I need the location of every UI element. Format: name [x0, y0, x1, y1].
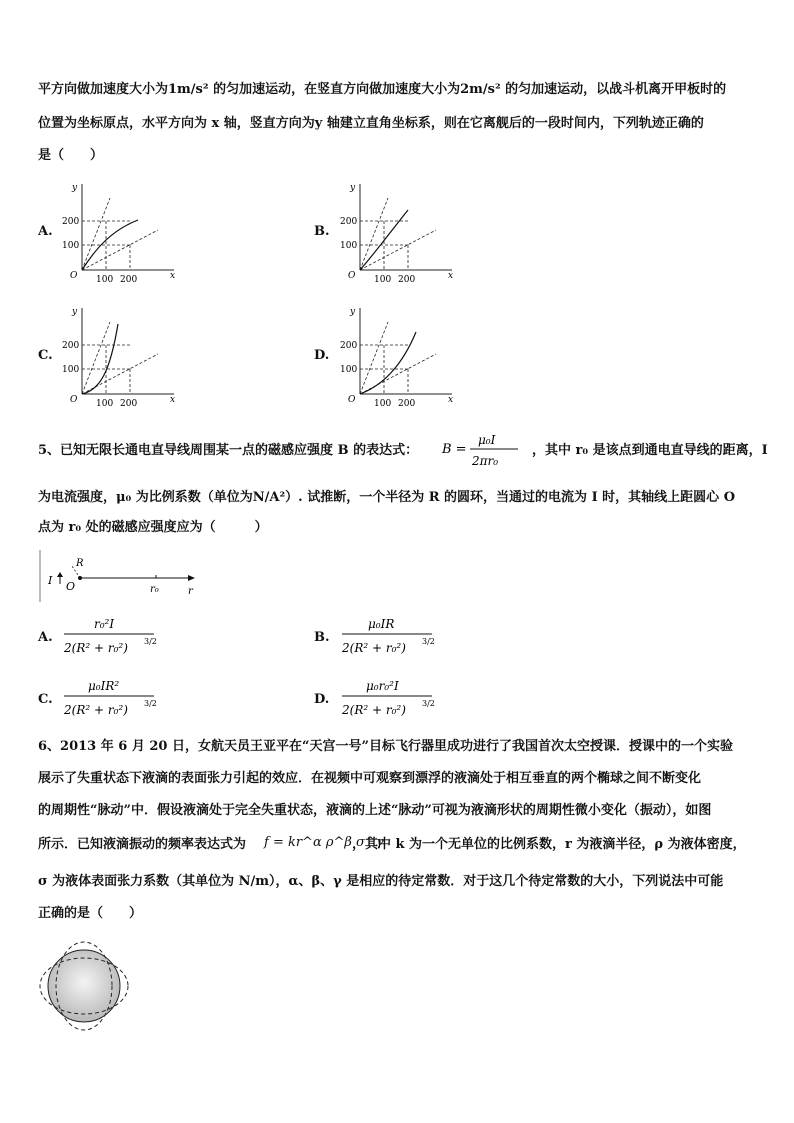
q5-option-c-label[interactable]: C.: [38, 692, 53, 707]
q4-line-1: 平方向做加速度大小为1m/s² 的匀加速运动，在竖直方向做加速度大小为2m/s² 的匀加速运动，以战斗机离开甲板时的: [38, 82, 727, 97]
q5-formula-lhs: B =: [442, 442, 467, 457]
graph-c-tick-x100: 100: [96, 399, 114, 409]
graph-d-y-label: y: [350, 307, 356, 317]
q5-ring-figure: [38, 548, 208, 604]
q5-line-1b: ，其中 r₀ 是该点到通电直导线的距离，I: [532, 443, 768, 458]
q5-c-num: μ₀IR²: [88, 679, 120, 693]
q6-line-4b: ，其中 k 为一个无单位的比例系数，r 为液滴半径，ρ 为液体密度，: [352, 837, 746, 852]
q5-b-den: 2(R² + r₀²): [342, 641, 406, 655]
graph-b-tick-y100: 100: [340, 241, 358, 251]
q5-fig-radius-label: R: [76, 558, 84, 569]
q5-a-den: 2(R² + r₀²): [64, 641, 128, 655]
q5-fig-r0-label: r₀: [150, 584, 159, 595]
graph-a-y-label: y: [72, 183, 78, 193]
q5-option-d-expr: [340, 674, 450, 722]
q5-b-exp: 3/2: [422, 637, 435, 646]
q6-droplet-figure: [36, 936, 136, 1036]
q6-line-4a: 所示．已知液滴振动的频率表达式为: [38, 837, 247, 852]
graph-c-x-label: x: [170, 395, 176, 405]
q5-fig-origin-label: O: [66, 580, 76, 593]
q5-option-a-expr: [62, 612, 172, 660]
graph-a-tick-x200: 200: [120, 275, 138, 285]
q5-c-exp: 3/2: [144, 699, 157, 708]
graph-a-tick-y200: 200: [62, 217, 80, 227]
q5-option-c-expr: [62, 674, 172, 722]
graph-c-y-label: y: [72, 307, 78, 317]
q5-fig-r-label: r: [188, 586, 193, 597]
graph-b-tick-y200: 200: [340, 217, 358, 227]
q4-option-d-label[interactable]: D.: [314, 348, 330, 363]
graph-a-tick-x100: 100: [96, 275, 114, 285]
q5-a-exp: 3/2: [144, 637, 157, 646]
graph-c-tick-y100: 100: [62, 365, 80, 375]
q5-a-num: r₀²I: [94, 617, 115, 631]
graph-d-tick-y100: 100: [340, 365, 358, 375]
q4-option-a-label[interactable]: A.: [38, 224, 53, 239]
graph-d-tick-x200: 200: [398, 399, 416, 409]
q5-line-2: 为电流强度，μ₀ 为比例系数（单位为N/A²）. 试推断，一个半径为 R 的圆环，当通过的电流为 I 时，其轴线上距圆心 O: [38, 490, 736, 505]
graph-d-tick-x100: 100: [374, 399, 392, 409]
q5-fig-current-label: I: [48, 574, 53, 587]
graph-c-tick-x200: 200: [120, 399, 138, 409]
graph-d-tick-y200: 200: [340, 341, 358, 351]
q5-option-d-label[interactable]: D.: [314, 692, 330, 707]
q5-line-1: 5、已知无限长通电直导线周围某一点的磁感应强度 B 的表达式：: [38, 443, 419, 458]
q4-graph-c: [62, 302, 182, 412]
q5-formula-den: 2πr₀: [472, 454, 499, 468]
q6-line-1: 6、2013 年 6 月 20 日，女航天员王亚平在“天宫一号”目标飞行器里成功进行了我国首次太空授课．授课中的一个实验: [38, 739, 733, 754]
graph-c-origin: O: [70, 395, 78, 405]
q5-d-num: μ₀r₀²I: [366, 679, 399, 693]
q5-d-den: 2(R² + r₀²): [342, 703, 406, 717]
q5-option-b-label[interactable]: B.: [314, 630, 330, 645]
graph-b-tick-x200: 200: [398, 275, 416, 285]
graph-b-y-label: y: [350, 183, 356, 193]
q4-line-2: 位置为坐标原点，水平方向为 x 轴，竖直方向为y 轴建立直角坐标系，则在它离舰后的一段时间内，下列轨迹正确的: [38, 116, 704, 131]
graph-b-tick-x100: 100: [374, 275, 392, 285]
q5-line-3: 点为 r₀ 处的磁感应强度应为（ ）: [38, 520, 268, 535]
graph-a-origin: O: [70, 271, 78, 281]
q6-line-2: 展示了失重状态下液滴的表面张力引起的效应．在视频中可观察到漂浮的液滴处于相互垂直的两个椭球之间不断变化: [38, 771, 702, 786]
q5-formula-num: μ₀I: [478, 433, 496, 447]
q5-c-den: 2(R² + r₀²): [64, 703, 128, 717]
q4-graph-a: [62, 178, 182, 288]
graph-d-origin: O: [348, 395, 356, 405]
q4-line-3: 是（ ）: [38, 148, 104, 163]
q5-formula-b: [442, 428, 532, 472]
q6-frequency-formula: f = kr^α ρ^β σ^γ: [264, 835, 384, 850]
q4-graph-b: [340, 178, 460, 288]
graph-a-x-label: x: [170, 271, 176, 281]
graph-c-tick-y200: 200: [62, 341, 80, 351]
q5-b-num: μ₀IR: [368, 617, 395, 631]
graph-a-tick-y100: 100: [62, 241, 80, 251]
q6-droplet-circle: [48, 950, 120, 1022]
graph-b-x-label: x: [448, 271, 454, 281]
q4-graph-d: [340, 302, 460, 412]
q4-option-c-label[interactable]: C.: [38, 348, 53, 363]
graph-d-x-label: x: [448, 395, 454, 405]
q5-d-exp: 3/2: [422, 699, 435, 708]
graph-b-origin: O: [348, 271, 356, 281]
q6-line-3: 的周期性“脉动”中．假设液滴处于完全失重状态，液滴的上述“脉动”可视为液滴形状的周期性微小变化（振动），如图: [38, 803, 712, 818]
q5-option-a-label[interactable]: A.: [38, 630, 53, 645]
q4-option-b-label[interactable]: B.: [314, 224, 330, 239]
q6-line-6: 正确的是（ ）: [38, 906, 143, 921]
q6-line-5: σ 为液体表面张力系数（其单位为 N/m），α、β、γ 是相应的待定常数．对于这几个待定常数的大小，下列说法中可能: [38, 874, 724, 889]
q5-option-b-expr: [340, 612, 450, 660]
